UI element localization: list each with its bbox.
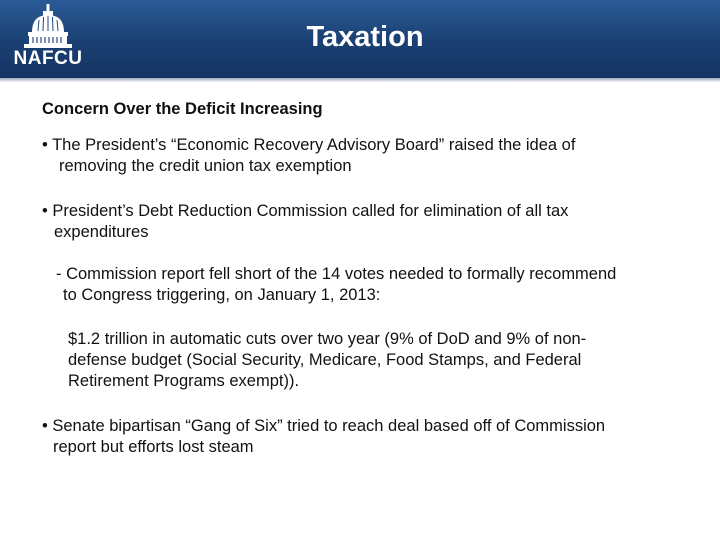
sub-point-2-line-3: Retirement Programs exempt)). xyxy=(68,372,300,390)
bullet-1-line-1: • The President’s “Economic Recovery Advisory Board” raised the idea of xyxy=(42,136,576,154)
sub-point-2-line-1: $1.2 trillion in automatic cuts over two year (9% of DoD and 9% of non- xyxy=(68,330,587,348)
section-heading: Concern Over the Deficit Increasing xyxy=(42,100,323,118)
bullet-3-line-2: report but efforts lost steam xyxy=(53,438,254,456)
bullet-2-line-2: expenditures xyxy=(54,223,149,241)
sub-point-1-line-1: - Commission report fell short of the 14 votes needed to formally recommend xyxy=(56,265,617,283)
logo-text: NAFCU xyxy=(13,48,83,69)
bullet-3-line-1: • Senate bipartisan “Gang of Six” tried to reach deal based off of Commission xyxy=(42,417,606,435)
sub-point-1-line-2: to Congress triggering, on January 1, 2013: xyxy=(63,286,381,304)
bullet-2-line-1: • President’s Debt Reduction Commission called for elimination of all tax xyxy=(42,202,569,220)
bullet-1-line-2: removing the credit union tax exemption xyxy=(59,157,352,175)
sub-point-2-line-2: defense budget (Social Security, Medicare, Food Stamps, and Federal xyxy=(68,351,582,369)
slide-title: Taxation xyxy=(306,21,424,53)
